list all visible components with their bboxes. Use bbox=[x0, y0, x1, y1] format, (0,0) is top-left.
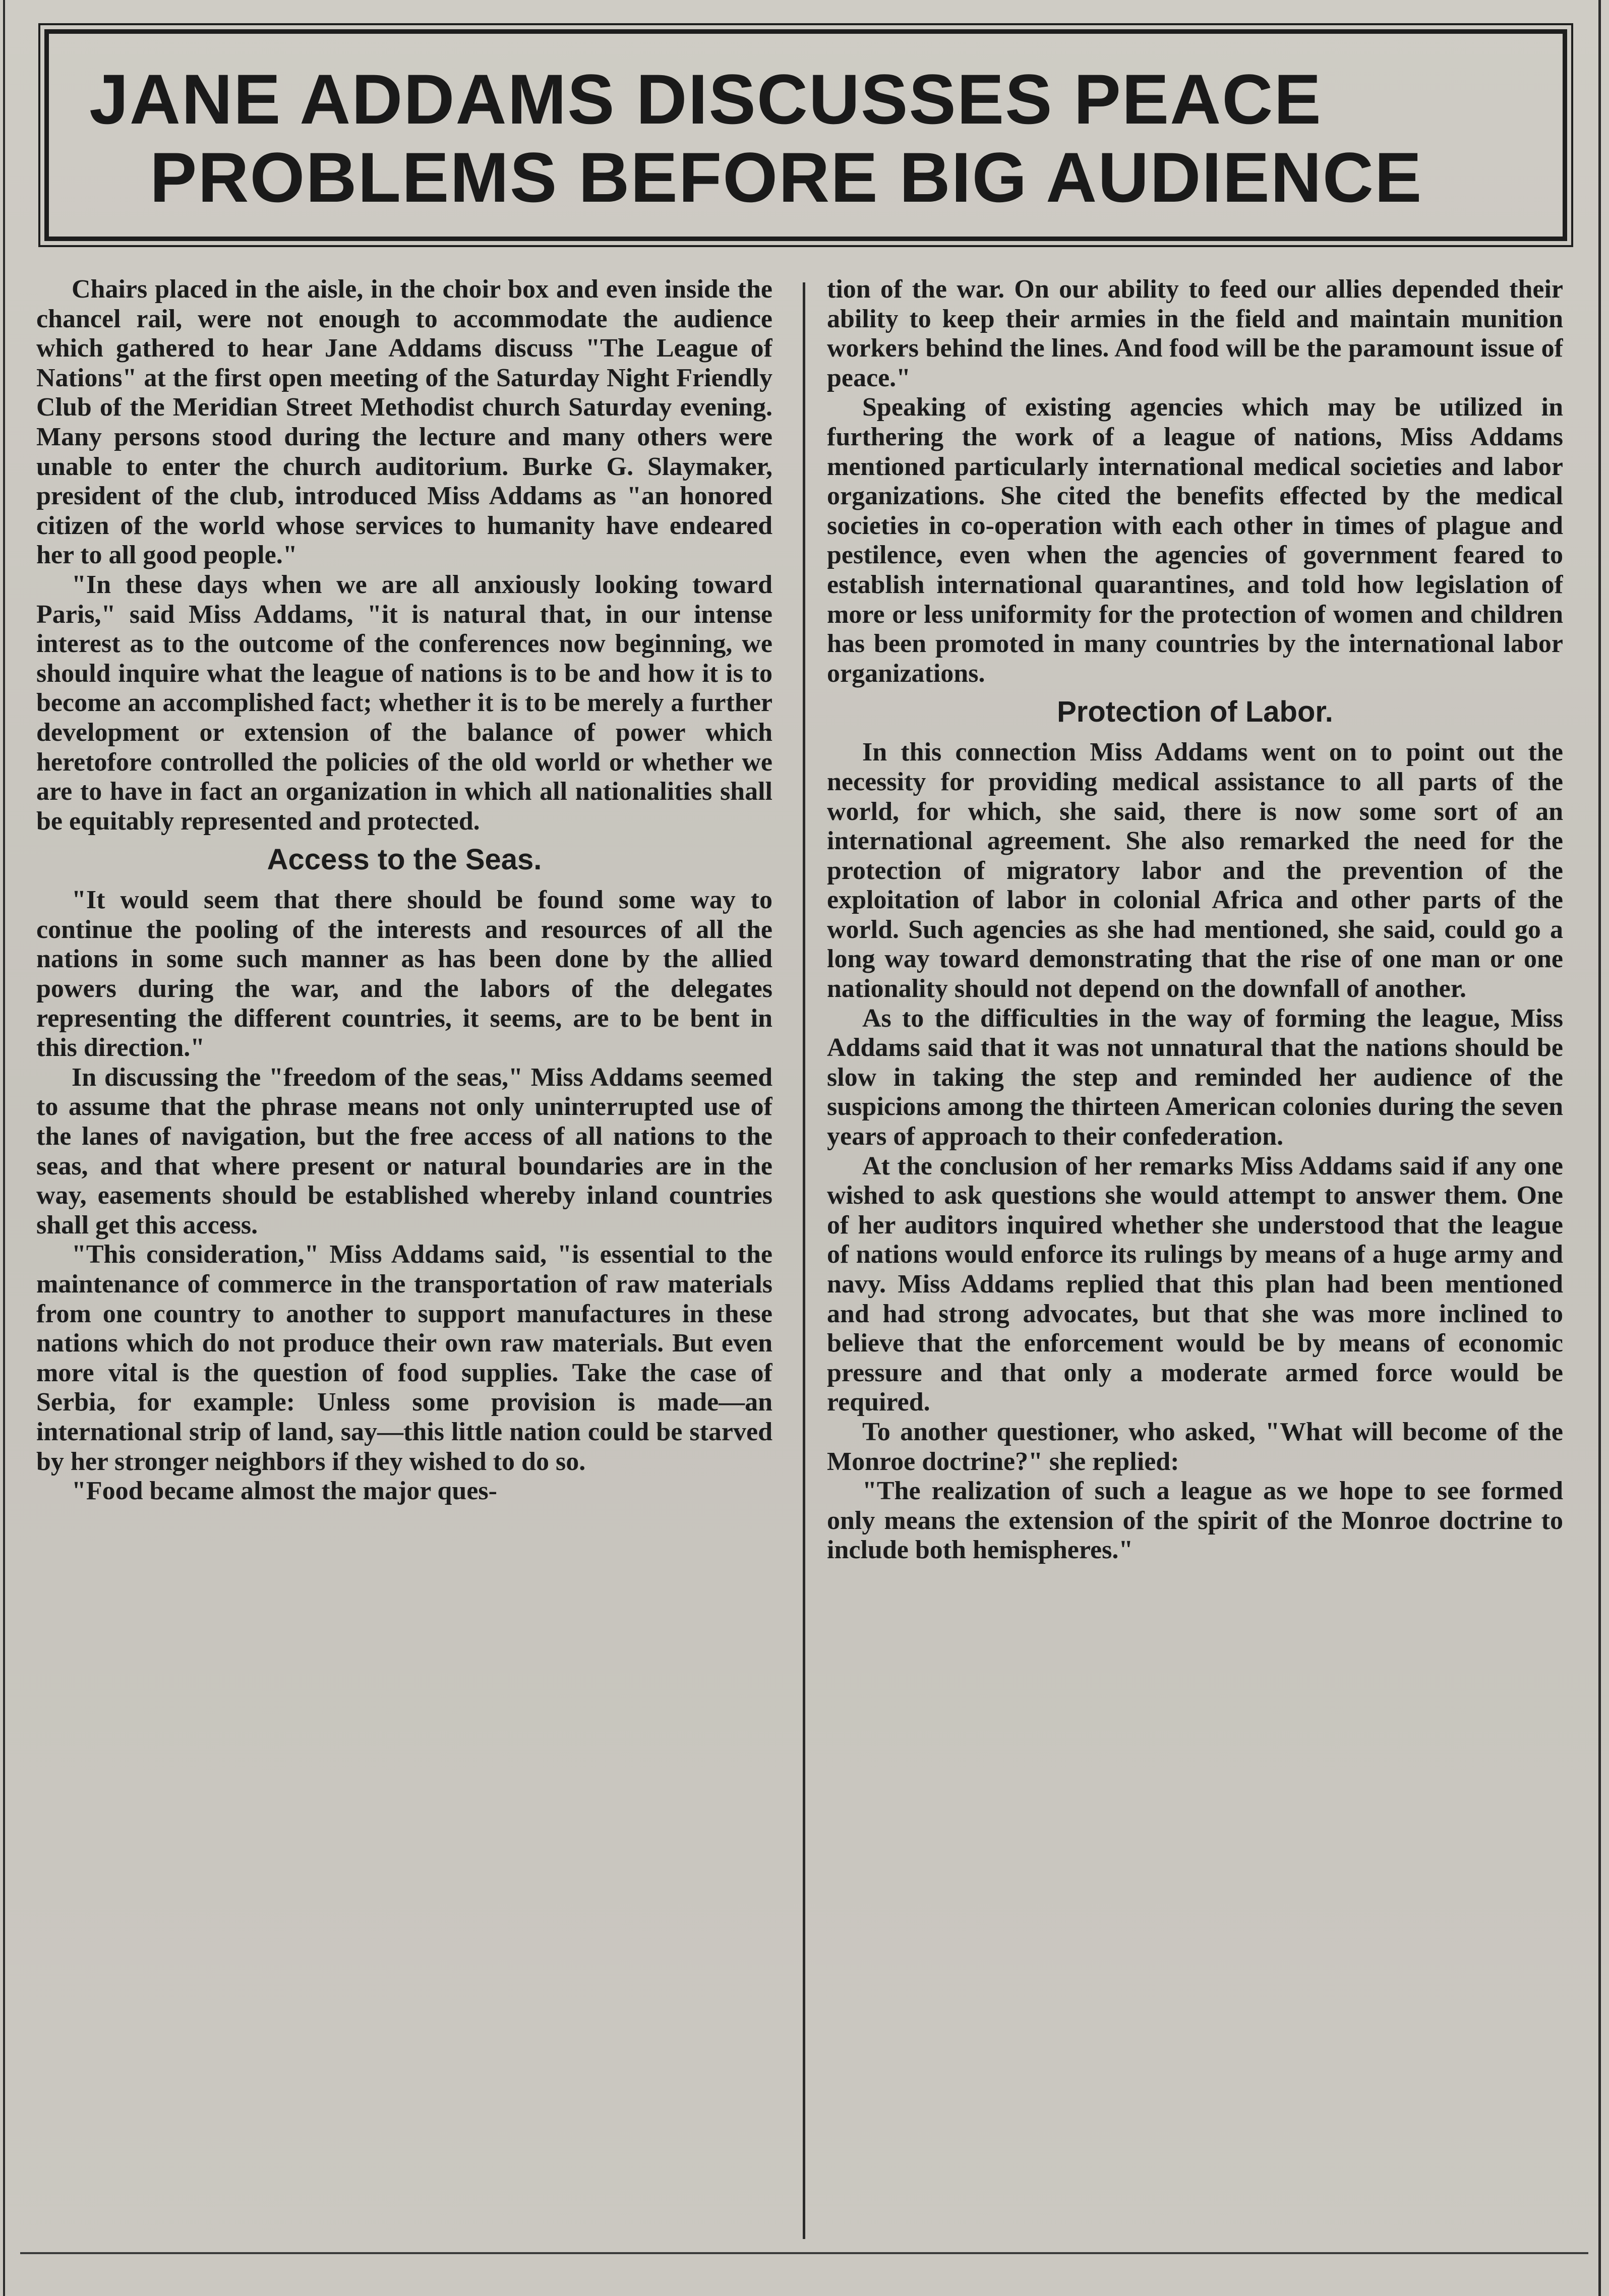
headline-box bbox=[44, 29, 1567, 241]
right-column bbox=[827, 275, 1563, 2242]
paragraph: As to the difficulties in the way of forming the league, Miss Addams said that it was not unnatural that the nations should be slow in taking the step and reminded her audience of the suspicions among the thirteen American colonies during the seven years of approach to their confederation. bbox=[827, 1004, 1563, 1151]
paragraph: Speaking of existing agencies which may be utilized in furthering the work of a league of nations, Miss Addams mentioned particularly international medical societies and labor organizations. She cited the benefits effected by the medical societies in co-operation with each other in times of plague and pestilence, even when the agencies of government feared to establish international quarantines, and told how legislation of more or less uniformity for the protection of women and children has been promoted in many countries by the international labor organizations. bbox=[827, 393, 1563, 688]
paragraph: To another questioner, who asked, "What will become of the Monroe doctrine?" she replied: bbox=[827, 1417, 1563, 1476]
paragraph: In discussing the "freedom of the seas," Miss Addams seemed to assume that the phrase means not only uninterrupted use of the lanes of navigation, but the free access of all nations to the seas, and that where present or natural boundaries are in the way, easements should be established whereby inland countries shall get this access. bbox=[36, 1063, 772, 1240]
left-column bbox=[36, 275, 772, 2242]
subheading-access-to-the-seas: Access to the Seas. bbox=[267, 843, 542, 876]
right-edge-rule bbox=[1598, 0, 1601, 2296]
paragraph: "It would seem that there should be found some way to continue the pooling of the interests and resources of all the nations in some such manner as has been done by the allied powers during the war, and the labors of the delegates representing the different countries, it seems, are to be bent in this direction." bbox=[36, 886, 772, 1063]
bottom-rule bbox=[20, 2252, 1588, 2254]
paragraph: "Food became almost the major ques- bbox=[72, 1477, 497, 1506]
subheading-protection-of-labor: Protection of Labor. bbox=[1057, 695, 1333, 729]
paragraph: "This consideration," Miss Addams said, "is essential to the maintenance of commerce in the transportation of raw materials from one country to another to support manufactures in these nations which do not produce their own raw materials. But even more vital is the question of food supplies. Take the case of Serbia, for example: Unless some provision is made—an international strip of land, say—this little nation could be starved by her stronger neighbors if they wished to do so. bbox=[36, 1240, 772, 1476]
paragraph-continued: tion of the war. On our ability to feed our allies depended their ability to keep their armies in the field and maintain munition workers behind the lines. And food will be the paramount issue of peace." bbox=[827, 275, 1563, 392]
paragraph: "In these days when we are all anxiously looking toward Paris," said Miss Addams, "it is natural that, in our intense interest as to the outcome of the conferences now beginning, we should inquire what the league of nations is to be and how it is to become an accomplished fact; whether it is to be merely a further development or extension of the balance of power which heretofore controlled the policies of the old world or whether we are to have in fact an organization in which all nationalities shall be equitably represented and protected. bbox=[36, 570, 772, 836]
paragraph: Chairs placed in the aisle, in the choir box and even inside the chancel rail, were not enough to accommodate the audience which gathered to hear Jane Addams discuss "The League of Nations" at the first open meeting of the Saturday Night Friendly Club of the Meridian Street Methodist church Saturday evening. Many persons stood during the lecture and many others were unable to enter the church auditorium. Burke G. Slaymaker, president of the club, introduced Miss Addams as "an honored citizen of the world whose services to humanity have endeared her to all good people." bbox=[36, 275, 772, 570]
column-divider bbox=[803, 282, 805, 2239]
paragraph: "The realization of such a league as we hope to see formed only means the extension of the spirit of the Monroe doctrine to include both hemispheres." bbox=[827, 1477, 1563, 1565]
headline-line-1: JANE ADDAMS DISCUSSES PEACE bbox=[89, 60, 1322, 139]
paragraph: At the conclusion of her remarks Miss Addams said if any one wished to ask questions she would attempt to answer them. One of her auditors inquired whether she understood that the league of nations would enforce its rulings by means of a huge army and navy. Miss Addams replied that this plan had been mentioned and had strong advocates, but that she was more inclined to believe that the enforcement would be by means of economic pressure and that only a moderate armed force would be required. bbox=[827, 1151, 1563, 1417]
paragraph: In this connection Miss Addams went on to point out the necessity for providing medical assistance to all parts of the world, for which, she said, there is now some sort of an international agreement. She also remarked the need for the protection of migratory labor and the prevention of the exploitation of labor in colonial Africa and other parts of the world. Such agencies as she had mentioned, she said, could go a long way toward demonstrating that the rise of one man or one nationality should not depend on the downfall of another. bbox=[827, 738, 1563, 1004]
left-edge-rule bbox=[3, 0, 5, 2296]
headline-line-2: PROBLEMS BEFORE BIG AUDIENCE bbox=[150, 138, 1423, 217]
